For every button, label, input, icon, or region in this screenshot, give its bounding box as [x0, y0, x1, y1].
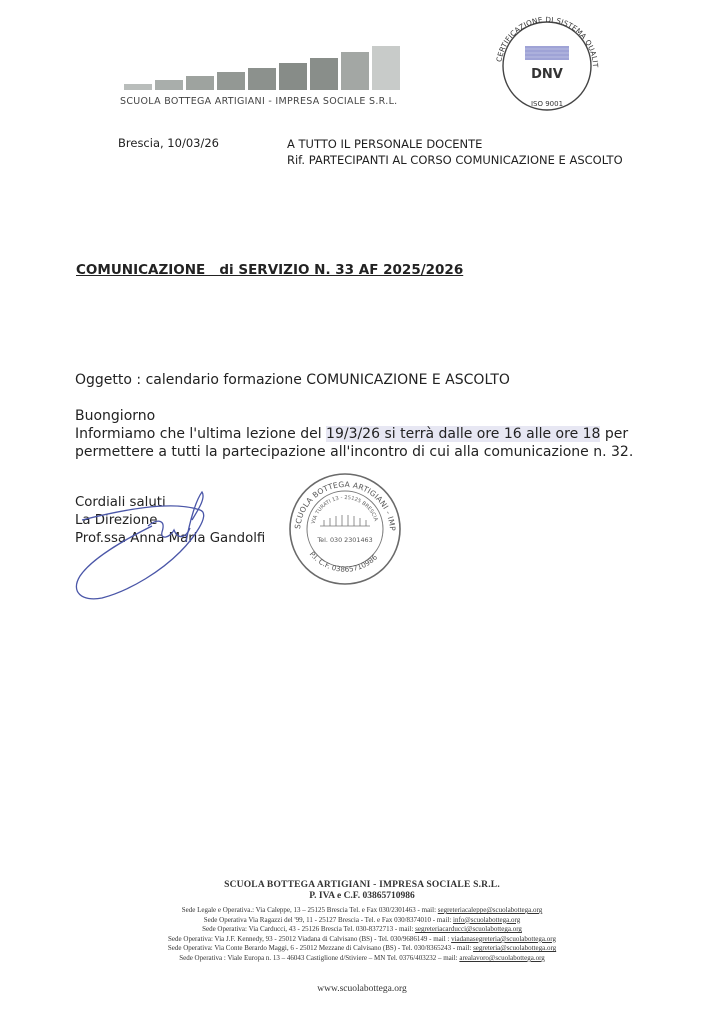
- logo-bar: [341, 52, 369, 90]
- logo-bar: [248, 68, 276, 90]
- logo-bar: [310, 58, 338, 90]
- cert-standard: ISO 9001: [530, 100, 564, 108]
- logo-bars: [124, 44, 394, 90]
- footer-website[interactable]: www.scuolabottega.org: [317, 983, 407, 994]
- logo-bar: [279, 63, 307, 90]
- footer-email-link[interactable]: segreteria@scuolabottega.org: [473, 944, 557, 953]
- footer: [0, 880, 724, 994]
- footer-email-link[interactable]: arealavoro@scuolabottega.org: [459, 953, 545, 962]
- footer-address-line: Sede Legale e Operativa.: Via Caleppe, 13 – 25125 Brescia Tel. e Fax 030/2301463 - mail: segreteriacaleppe@scuolabottega.org: [181, 906, 543, 914]
- footer-email-link[interactable]: viadanasegreteria@scuolabottega.org: [451, 934, 556, 943]
- logo-bar: [155, 80, 183, 90]
- office: La Direzione: [75, 513, 158, 528]
- stamp-phone: Tel. 030 2301463: [317, 536, 373, 544]
- body-line-1-start: Informiamo che l'ultima lezione del: [75, 426, 327, 442]
- letterhead-org-name: SCUOLA BOTTEGA ARTIGIANI - IMPRESA SOCIALE S.R.L.: [120, 96, 398, 107]
- logo-bar: [372, 46, 400, 90]
- highlighted-schedule: 19/3/26 si terrà dalle ore 16 alle ore 18: [326, 426, 601, 442]
- footer-address-line: Sede Operativa: Via Conte Berardo Maggi, 6 - 25012 Mezzane di Calvisano (BS) - Tel. 030/8365243 - mail: segreteria@scuolabottega.org: [167, 944, 557, 953]
- greeting: Buongiorno: [75, 408, 156, 424]
- reference: Rif. PARTECIPANTI AL CORSO COMUNICAZIONE E ASCOLTO: [287, 153, 623, 167]
- footer-email-link[interactable]: info@scuolabottega.org: [453, 915, 521, 924]
- body-line-1-end: per: [600, 426, 629, 442]
- body-line-2: permettere a tutti la partecipazione all'incontro di cui alla comunicazione n. 32.: [75, 444, 634, 460]
- handwritten-signature: [62, 480, 232, 610]
- footer-email-link[interactable]: segreteriacarducci@scuolabottega.org: [415, 925, 522, 934]
- cert-brand: DNV: [531, 67, 563, 82]
- footer-address-line: Sede Operativa: Via Carducci, 43 - 25126 Brescia Tel. 030-8372713 - mail: segreteriacarducci@scuolabottega.org: [202, 925, 522, 934]
- logo-bar: [217, 72, 245, 90]
- footer-addresses: [0, 906, 724, 964]
- signatory: Prof.ssa Anna Maria Gandolfi: [75, 531, 266, 546]
- footer-address-line: Sede Operativa : Viale Europa n. 13 – 46043 Castiglione d/Stiviere – MN Tel. 0376/403232 – mail: arealavoro@scuolabottega.org: [179, 953, 545, 962]
- body-line-1: [75, 426, 628, 442]
- certification-seal: [487, 14, 607, 112]
- footer-address-line: Sede Operativa: Via J.F. Kennedy, 93 - 25012 Viadana di Calvisano (BS) - Tel. 030/9686149 - mail : viadanasegreteria@scuolabottega.org: [168, 934, 556, 943]
- official-stamp: [286, 470, 404, 588]
- logo-bar: [124, 84, 152, 90]
- svg-text:P.I. C.F. 03865710986: [308, 550, 380, 574]
- recipient: A TUTTO IL PERSONALE DOCENTE: [287, 137, 483, 151]
- footer-vat: P. IVA e C.F. 03865710986: [309, 891, 415, 901]
- stamp-top-text: SCUOLA BOTTEGA ARTIGIANI - IMP: [293, 479, 398, 532]
- document-title: COMUNICAZIONE di SERVIZIO N. 33 AF 2025/2026: [76, 262, 464, 278]
- document-date: Brescia, 10/03/26: [118, 136, 219, 150]
- stamp-bottom-text: P.I. C.F. 03865710986: [307, 549, 380, 574]
- logo-bar: [186, 76, 214, 90]
- footer-company: SCUOLA BOTTEGA ARTIGIANI - IMPRESA SOCIALE S.R.L.: [224, 880, 500, 890]
- recipient-block: [287, 136, 623, 168]
- cert-ring-text: CERTIFICAZIONE DI SISTEMA QUALIT: [494, 14, 601, 68]
- stamp-inner-text: VIA TURATI 13 - 25125 BRESCIA: [310, 494, 379, 525]
- footer-address-line: Sede Operativa Via Ragazzi del '99, 11 - 25127 Brescia - Tel. e Fax 030/8374010 - mail: info@scuolabottega.org: [203, 915, 521, 924]
- subject-line: Oggetto : calendario formazione COMUNICAZIONE E ASCOLTO: [75, 372, 510, 388]
- footer-email-link[interactable]: segreteriacaleppe@scuolabottega.org: [437, 906, 543, 914]
- salutation: Cordiali saluti: [75, 495, 166, 510]
